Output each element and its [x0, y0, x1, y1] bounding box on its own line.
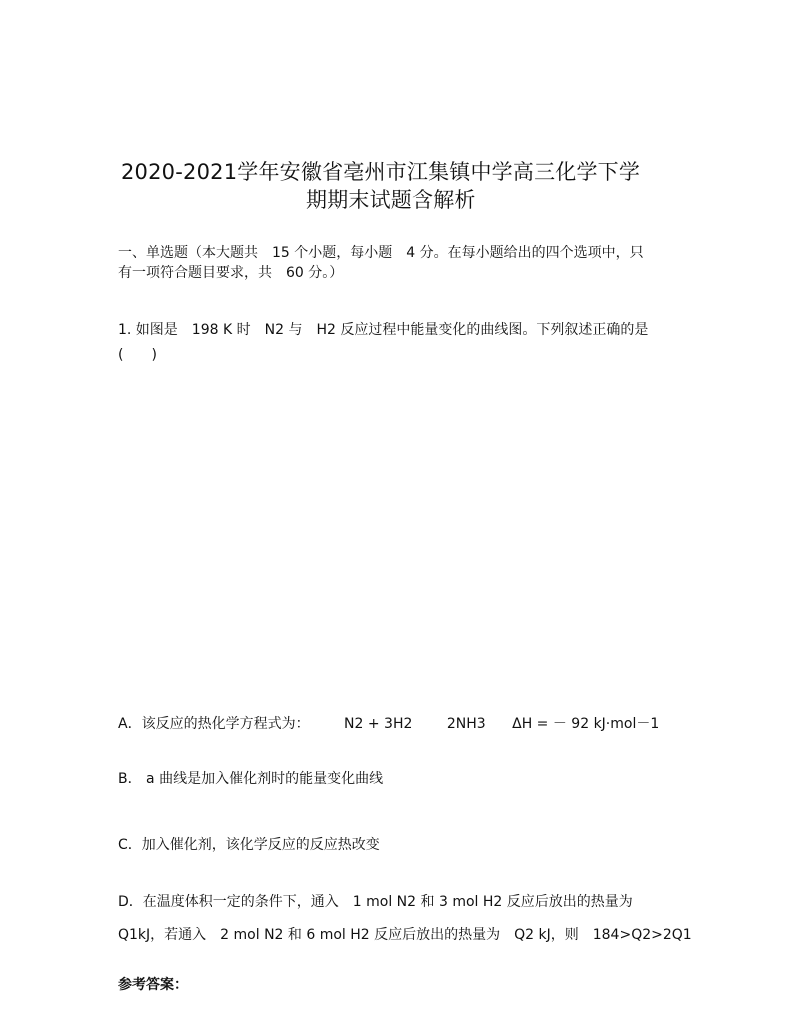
- section-instructions-line1: 一、单选题（本大题共 15 个小题，每小题 4 分。在每小题给出的四个选项中，只: [118, 245, 644, 261]
- section-instructions-line2: 有一项符合题目要求，共 60 分。）: [118, 265, 344, 281]
- option-d-line2: Q1kJ，若通入 2 mol N2 和 6 mol H2 反应后放出的热量为 Q2 kJ，则 184>Q2>2Q1: [118, 927, 692, 943]
- option-a-reactants: N2 + 3H2: [344, 716, 413, 732]
- option-a-prefix: A．该反应的热化学方程式为：: [118, 716, 310, 732]
- option-b: B． a 曲线是加入催化剂时的能量变化曲线: [118, 771, 384, 787]
- option-c: C．加入催化剂，该化学反应的反应热改变: [118, 837, 380, 853]
- option-a: [118, 713, 659, 733]
- answer-label: 参考答案：: [118, 977, 188, 993]
- option-d-line1: D．在温度体积一定的条件下，通入 1 mol N2 和 3 mol H2 反应后放出的热量为: [118, 894, 633, 910]
- page-title-line1: 2020-2021学年安徽省亳州市江集镇中学高三化学下学: [121, 160, 641, 184]
- page-title-line2: 期期末试题含解析: [306, 188, 476, 212]
- question-1-stem: 1. 如图是 198 K 时 N2 与 H2 反应过程中能量变化的曲线图。下列叙述正确的是: [118, 322, 649, 338]
- question-1-blank: ( ): [118, 347, 157, 363]
- option-a-enthalpy: ΔH = － 92 kJ·mol－1: [512, 716, 660, 732]
- option-a-products: 2NH3: [446, 716, 486, 732]
